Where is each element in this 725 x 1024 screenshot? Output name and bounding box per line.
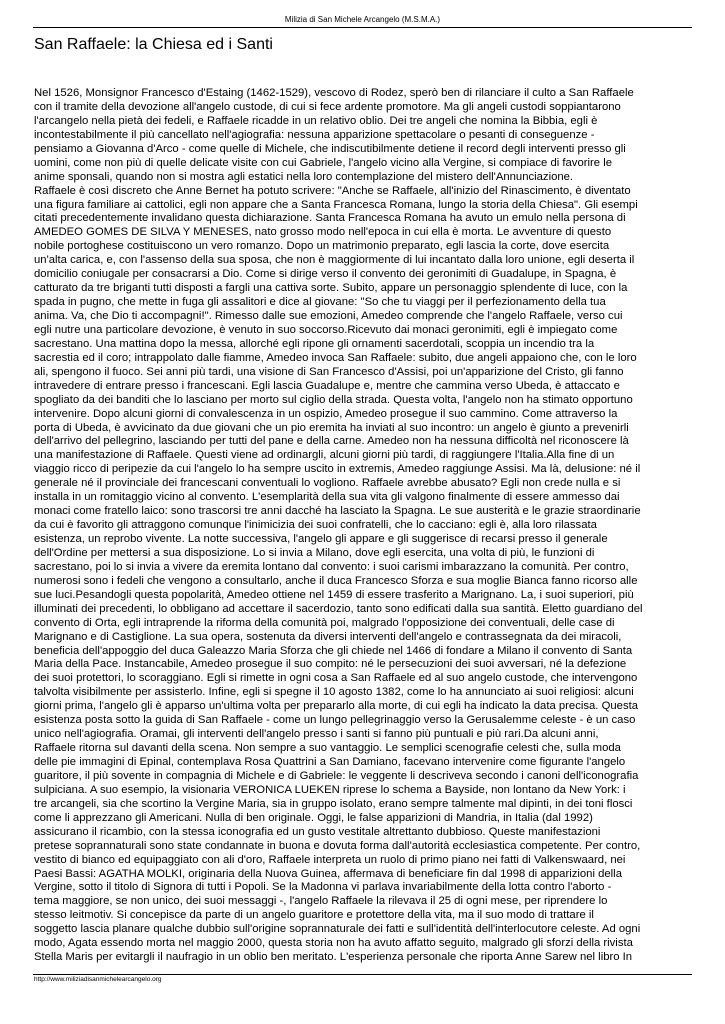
body-text-line: spada in pugno, che mette in fuga gli assalitori e dice al giovane: "So che tu viaggi per il perfezionamento della tua	[34, 296, 606, 309]
body-text-line: esistenza, un reprobo vivente. La notte successiva, l'angelo gli appare e gli suggerisce di recarsi presso il generale	[34, 533, 608, 545]
body-text-line: domicilio coniugale per consacrarsi a Dio. Come si dirige verso il convento dei geronimiti di Guadalupe, in Spagna, è	[34, 268, 617, 281]
body-text-line: citati precedentemente invalidano questa dichiarazione. Santa Francesca Romana ha avuto un emulo nella persona di	[34, 212, 626, 225]
body-text-line: sacrestano, poi lo si invia a vivere da eremita lontano dal convento: i suoi carismi imbarazzano la comunità. Per contro,	[34, 560, 629, 573]
body-text-line: unico nell'agiografia. Oramai, gli interventi dell'angelo presso i santi si fanno più puntuali e più rari.Da alcuni anni,	[34, 728, 599, 741]
header-divider	[33, 27, 692, 28]
body-text-line: esistenza posta sotto la guida di San Raffaele - come un lungo pellegrinaggio verso la Gerusalemme celeste - è un caso	[34, 714, 636, 727]
body-text-line: uomini, come non più di quelle delicate visite con cui Gabriele, l'angelo vicino alla Vergine, si compiace di favorire le	[34, 156, 612, 169]
page-title: San Raffaele: la Chiesa ed i Santi	[34, 36, 273, 53]
body-text-line: sacrestia ed il coro; intrappolato dalle fiamme, Amedeo invoca San Raffaele: subito, due angeli appaiono che, con le loro	[34, 351, 637, 364]
body-text-line: l'arcangelo nella pietà dei fedeli, e Raffaele ricadde in un relativo oblio. Dei tre angeli che nomina la Bibbia, egli è	[34, 114, 598, 127]
body-text-line: egli nutre una particolare devozione, è venuto in suo soccorso.Ricevuto dai monaci geronimiti, egli è impiegato come	[34, 323, 618, 336]
body-text-line: pensiamo a Giovanna d'Arco - come quelle di Michele, che indiscutibilmente detiene il record degli interventi presso gli	[34, 142, 626, 155]
body-text-line: da cui è favorito gli attraggono comunque l'inimicizia dei suoi confratelli, che lo cacciano: egli è, alla loro rilassata	[34, 519, 597, 532]
body-text-line: sulpiciana. A suo esempio, la visionaria VERONICA LUEKEN riprese lo schema a Bayside, non lontano da New York: i	[34, 783, 626, 796]
body-text-line: beneficia dell'appoggio del duca Galeazzo Maria Sforza che gli chiede nel 1466 di fondare a Milano il convento di Santa	[34, 644, 633, 657]
body-text-line: pretese soprannaturali sono state condannate in buona e dovuta forma dall'autorità ecclesiastica competente. Per contro,	[34, 839, 641, 852]
body-text-line: monaci come fratello laico: sono trascorsi tre anni dacché ha lasciato la Spagna. Le sue austerità e le grazie straordinarie	[34, 505, 641, 518]
body-text-line: delle pie immagini di Epinal, contemplava Rosa Quattrini a San Damiano, facevano intervenire come figurante l'angelo	[34, 756, 626, 768]
body-text-line: incontestabilmente il più cancellato nell'agiografia: nessuna apparizione spettacolare o pesanti di conseguenze -	[34, 128, 595, 141]
body-text-line: assicurano il ricambio, con la stessa iconografia ed un gusto vestitale altrettanto dubbioso. Queste manifestazioni	[34, 825, 601, 838]
body-text-line: convento di Orta, egli intraprende la riforma della comunità poi, malgrado l'opposizione dei conventuali, delle case di	[34, 616, 615, 629]
body-text-line: anime sponsali, quando non si mostra agli estatici nella loro contemplazione del mistero dell'Annunciazione.	[34, 170, 574, 183]
body-text-line: illuminati dei precedenti, lo obbligano ad accettare il sacerdozio, tanto sono edificati dalla sua santità. Eletto guardiano del	[34, 602, 643, 615]
body-text-line: dell'Ordine per mettersi a sua disposizione. Lo si invia a Milano, dove egli esercita, una volta di più, le funzioni di	[34, 546, 595, 559]
body-text-line: una figura familiare ai cattolici, egli non appare che a Santa Francesca Romana, lungo la storia della Chiesa". Gli esempi	[34, 198, 638, 211]
body-text-line: AMEDEO GOMES DE SILVA Y MENESES, nato grosso modo nell'epoca in cui ella è morta. Le avventure di questo	[34, 226, 612, 239]
body-text-line: Maria della Pace. Instancabile, Amedeo prosegue il suo compito: né le persecuzioni dei suoi avversari, né la defezione	[34, 658, 627, 671]
body-text-line: guaritore, il più sovente in compagnia di Michele e di Gabriele: le veggente li descriveva secondo i canoni dell'iconografia	[34, 769, 639, 782]
body-text-line: sue luci.Pesandogli questa popolarità, Amedeo ottiene nel 1459 di essere trasferito a Marignano. La, i suoi superiori, più	[34, 588, 634, 601]
body-text-line: ali, spengono il fuoco. Sei anni più tardi, una visione di San Francesco d'Assisi, poi un'apparizione del Cristo, gli fanno	[34, 365, 624, 378]
body-text-line: Raffaele ritorna sul davanti della scena. Non sempre a suo vantaggio. Le semplici scenografie celesti che, sulla moda	[34, 742, 621, 755]
running-header: Milizia di San Michele Arcangelo (M.S.M.A.)	[284, 15, 441, 24]
body-text-line: numerosi sono i fedeli che vengono a consultarlo, anche il duca Francesco Sforza e sua moglie Bianca fanno ricorso alle	[34, 574, 638, 587]
body-text-line: come li apprezzano gli Americani. Nulla di ben originale. Oggi, le false apparizioni di Mandria, in Italia (dal 1992)	[34, 811, 593, 824]
body-text-line: una manifestazione di Raffaele. Questi viene ad ordinargli, alcuni giorni più tardi, di raggiungere l'Italia.Alla fine di un	[34, 449, 615, 462]
article-body	[34, 87, 689, 965]
body-text-line: installa in un romitaggio vicino al convento. L'esemplarità della sua vita gli valgono finalmente di essere ammesso dai	[34, 491, 620, 504]
body-text-line: Paesi Bassi: AGATHA MOLKI, originaria della Nuova Guinea, affermava di beneficiare fin dal 1998 di apparizioni della	[34, 867, 622, 880]
body-text-line: viaggio ricco di peripezie da cui l'angelo lo ha sempre uscito in extremis, Amedeo raggiunge Assisi. Ma là, delusione: né il	[34, 463, 641, 476]
body-text-line: vestito di bianco ed equipaggiato con ali d'oro, Raffaele interpreta un ruolo di primo piano nei fatti di Valkenswaard, nei	[34, 853, 626, 866]
body-text-line: stesso leitmotiv. Si concepisce da parte di un angelo guaritore e protettore della vita, ma il suo modo di trattare il	[34, 909, 594, 922]
body-text-line: Marignano e di Castiglione. La sua opera, sostenuta da diversi interventi dell'angelo e contrassegnata da dei miracoli,	[34, 630, 622, 643]
body-text-line: spogliato da dei banditi che lo lasciano per morto sul ciglio della strada. Questa volta, l'angelo non ha stimato opportuno	[34, 393, 633, 406]
body-text-line: Vergine, sotto il titolo di Signora di tutti i Popoli. Se la Madonna vi parlava invariabilmente della lotta contro l'aborto -	[34, 881, 612, 894]
body-text-line: anima. Va, che Dio ti accompagni!". Rimesso dalle sue emozioni, Amedeo comprende che l'angelo Raffaele, verso cui	[34, 310, 623, 322]
body-text-line: intervenire. Dopo alcuni giorni di convalescenza in un ospizio, Amedeo prosegue il suo cammino. Come attraverso la	[34, 407, 618, 420]
body-text-line: generale né il provinciale dei francescani conventuali lo vogliono. Raffaele avrebbe abusato? Egli non crede nulla e si	[34, 477, 621, 490]
body-text-line: Raffaele è così discreto che Anne Bernet ha potuto scrivere: "Anche se Raffaele, all'inizio del Rinascimento, è diventato	[34, 184, 631, 197]
body-text-line: nobile portoghese costituiscono un vero romanzo. Dopo un matrimonio preparato, egli lascia la corte, dove esercita	[34, 240, 610, 253]
body-text-line: porta di Ubeda, è avvicinato da due giovani che un pio eremita ha inviati al suo incontro: un angelo è giunto a prevenirli	[34, 421, 629, 434]
body-text-line: sacrestano. Una mattina dopo la messa, allorché egli ripone gli ornamenti sacerdotali, scoppia un incendio tra la	[34, 337, 595, 350]
body-text-line: talvolta visibilmente per assisterlo. Infine, egli si spegne il 10 agosto 1382, come lo ha annunciato ai suoi religiosi: alcuni	[34, 686, 634, 699]
body-text-line: modo, Agata essendo morta nel maggio 2000, questa storia non ha avuto affatto seguito, malgrado gli sforzi della rivista	[34, 937, 633, 950]
body-text-line: soggetto lascia planare qualche dubbio sull'origine soprannaturale dei fatti e sull'identità dell'interlocutore celeste. Ad ogni	[34, 923, 641, 936]
body-text-line: intravedere di entrare presso i francescani. Egli lascia Guadalupe e, mentre che cammina verso Ubeda, è attaccato e	[34, 379, 620, 392]
body-text-line: con il tramite della devozione all'angelo custode, di cui si fece ardente promotore. Ma gli angeli custodi soppiantarono	[34, 100, 621, 113]
footer-divider	[33, 974, 692, 975]
body-text-line: un'alta carica, e, con l'assenso della sua sposa, che non è maggiormente di lui incantato dalla loro unione, egli deserta il	[34, 254, 635, 267]
body-text-line: dell'arrivo del pellegrino, lasciando per tutti del pane e della carne. Amedeo non ha nessuna difficoltà nel riconoscere là	[34, 435, 629, 448]
body-text-line: catturato da tre briganti tutti disposti a fargli una cattiva sorte. Subito, appare un personaggio splendente di luce, con la	[34, 282, 628, 295]
footer-url: http://www.miliziadisanmichelearcangelo.org	[34, 976, 162, 983]
body-text-line: giorni prima, l'angelo gli è apparso un'ultima volta per prepararlo alla morte, di cui egli ha indicato la data precisa. Questa	[34, 700, 639, 713]
body-text-line: tre arcangeli, sia che scortino la Vergine Maria, sia in gruppo isolato, erano sempre talmente mal dipinti, in dei toni flosci	[34, 797, 633, 810]
body-text-line: dei suoi protettori, lo scoraggiano. Egli si rimette in ogni cosa a San Raffaele ed al suo angelo custode, che intervengono	[34, 672, 638, 685]
body-text-line: tema maggiore, se non unico, dei suoi messaggi -, l'angelo Raffaele la rilevava il 25 di ogni mese, per riprendere lo	[34, 895, 608, 908]
body-text-line: Stella Maris per evitargli il naufragio in un oblio ben meritato. L'esperienza personale che riporta Anne Sarew nel libro In	[34, 951, 633, 964]
body-text-line: Nel 1526, Monsignor Francesco d'Estaing (1462-1529), vescovo di Rodez, sperò ben di rilanciare il culto a San Raffaele	[34, 87, 634, 99]
